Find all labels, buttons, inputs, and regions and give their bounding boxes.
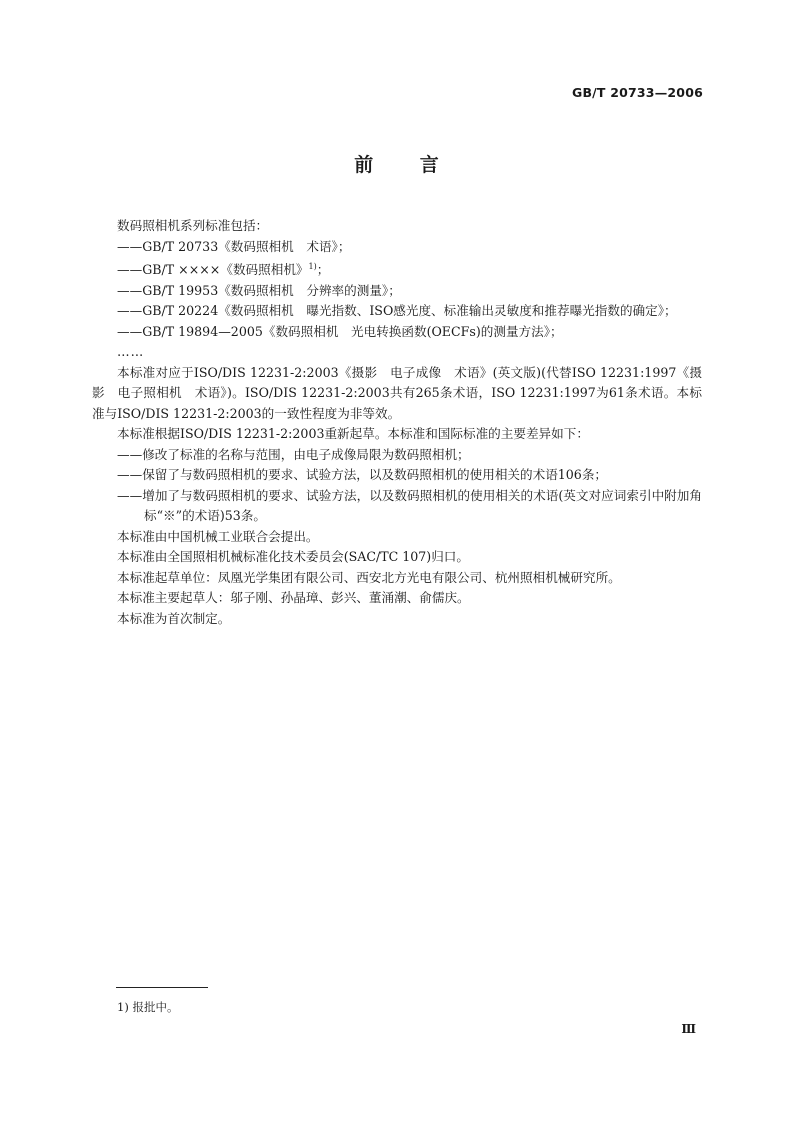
differences-intro: 本标准根据ISO/DIS 12231-2:2003重新起草。本标准和国际标准的主要差异如下：: [117, 426, 589, 442]
footnote-ref: 1): [308, 262, 317, 271]
series-ellipsis: ……: [117, 344, 145, 360]
difference-item: ——保留了与数码照相机的要求、试验方法，以及数码照相机的使用相关的术语106条；: [117, 467, 608, 483]
difference-item: ——增加了与数码照相机的要求、试验方法，以及数码照相机的使用相关的术语(英文对应词索引中附加角标“※”的术语)53条。: [117, 487, 702, 524]
series-item-end: ；: [316, 262, 330, 278]
series-item-text: ——GB/T ××××《数码照相机》: [117, 262, 309, 278]
correspondence-paragraph: 本标准对应于ISO/DIS 12231-2:2003《摄影 电子成像 术语》(英文版)(代替ISO 12231:1997《摄影 电子照相机 术语》)。ISO/DIS 12231-2:2003共有265条术语，ISO 12231:1997为61条术语。本标准与ISO/DIS 12231-2:2003的一致性程度为非等效。: [92, 364, 702, 421]
footnote: 1) 报批中。: [117, 1000, 179, 1014]
drafting-units-paragraph: 本标准起草单位：凤凰光学集团有限公司、西安北方光电有限公司、杭州照相机械研究所。: [117, 569, 621, 585]
footnote-rule: [116, 987, 208, 988]
series-item: ——GB/T 20733《数码照相机 术语》；: [117, 238, 351, 254]
series-item: ——GB/T 19953《数码照相机 分辨率的测量》；: [117, 282, 401, 298]
series-item: ——GB/T 19894—2005《数码照相机 光电转换函数(OECFs)的测量方法》；: [117, 323, 563, 339]
standard-code: GB/T 20733—2006: [571, 85, 703, 100]
proposer-paragraph: 本标准由中国机械工业联合会提出。: [117, 528, 319, 544]
series-intro: 数码照相机系列标准包括：: [117, 218, 269, 233]
page-title: 前 言: [354, 154, 440, 176]
series-item: ——GB/T 20224《数码照相机 曝光指数、ISO感光度、标准输出灵敏度和推荐曝光指数的确定》；: [117, 303, 677, 319]
committee-paragraph: 本标准由全国照相机械标准化技术委员会(SAC/TC 107)归口。: [117, 549, 469, 565]
page-number: Ⅲ: [681, 1022, 696, 1036]
first-edition-paragraph: 本标准为首次制定。: [117, 610, 231, 626]
drafters-paragraph: 本标准主要起草人：邬子刚、孙晶璋、彭兴、董涌潮、俞儒庆。: [117, 590, 470, 606]
series-item: [92, 257, 702, 281]
difference-item: ——修改了标准的名称与范围，由电子成像局限为数码照相机；: [117, 446, 470, 462]
document-body: [92, 216, 702, 629]
